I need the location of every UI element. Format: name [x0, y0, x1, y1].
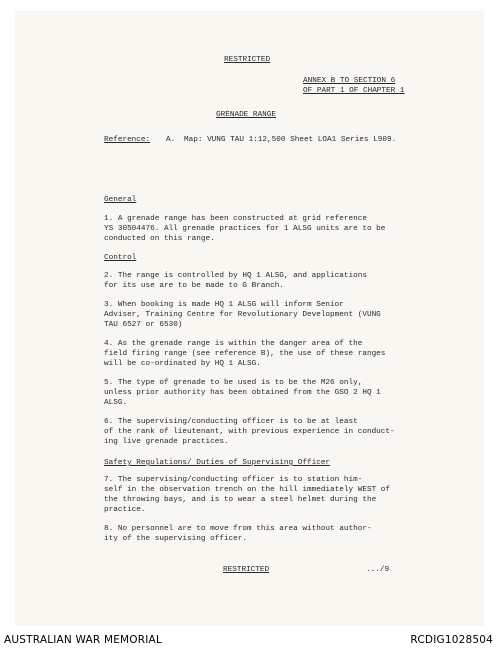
para-7-line-2: self in the observation trench on the hill immediately WEST of — [104, 486, 391, 494]
classification-bottom: RESTRICTED — [223, 566, 270, 574]
para-7-line-1: 7. The supervising/conducting officer is to station him- — [104, 476, 363, 484]
document-page — [16, 12, 483, 626]
para-1-line-2: YS 30504476. All grenade practices for 1 ALSG units are to be — [104, 225, 386, 233]
para-5-line-1: 5. The type of grenade to be used is to be the M26 only, — [104, 379, 363, 387]
archive-footer — [0, 626, 497, 654]
para-5-line-3: ALSG. — [104, 399, 128, 407]
para-3-line-3: TAU 6527 or 6530) — [104, 321, 183, 329]
para-3-line-1: 3. When booking is made HQ 1 ALSG will inform Senior — [104, 301, 344, 309]
page-continuation: .../9 — [366, 566, 390, 574]
para-7-line-4: practice. — [104, 506, 146, 514]
para-4-line-3: will be co-ordinated by HQ 1 ALSG. — [104, 360, 261, 368]
reference-text: Map: VUNG TAU 1:12,500 Sheet LOA1 Series L909. — [184, 136, 397, 144]
heading-control: Control — [104, 254, 137, 262]
heading-general: General — [104, 196, 137, 204]
para-5-line-2: unless prior authority has been obtained from the GSO 2 HQ 1 — [104, 389, 381, 397]
classification-top: RESTRICTED — [224, 56, 271, 64]
heading-safety: Safety Regulations/ Duties of Supervising Officer — [104, 459, 331, 467]
para-4-line-2: field firing range (see reference B), the use of these ranges — [104, 350, 386, 358]
para-2-line-1: 2. The range is controlled by HQ 1 ALSG, and applications — [104, 272, 367, 280]
para-6-line-1: 6. The supervising/conducting officer is to be at least — [104, 418, 358, 426]
para-7-line-3: the throwing bays, and is to wear a steel helmet during the — [104, 496, 377, 504]
para-8-line-1: 8. No personnel are to move from this area without author- — [104, 525, 372, 533]
para-3-line-2: Adviser, Training Centre for Revolutionary Development (VUNG — [104, 311, 381, 319]
archive-name: AUSTRALIAN WAR MEMORIAL — [4, 634, 162, 646]
annex-line-2: OF PART 1 OF CHAPTER 1 — [303, 87, 405, 95]
para-2-line-2: for its use are to be made to G Branch. — [104, 282, 284, 290]
para-4-line-1: 4. As the grenade range is within the danger area of the — [104, 340, 363, 348]
para-1-line-3: conducted on this range. — [104, 235, 215, 243]
para-6-line-3: ing live grenade practices. — [104, 438, 229, 446]
reference-letter: A. — [166, 136, 176, 144]
annex-line-1: ANNEX B TO SECTION 6 — [303, 77, 396, 85]
para-6-line-2: of the rank of lieutenant, with previous experience in conduct- — [104, 428, 395, 436]
para-1-line-1: 1. A grenade range has been constructed at grid reference — [104, 215, 367, 223]
reference-label: Reference: — [104, 136, 151, 144]
para-8-line-2: ity of the supervising officer. — [104, 535, 248, 543]
archive-id: RCDIG1028504 — [410, 634, 493, 646]
document-title: GRENADE RANGE — [216, 111, 276, 119]
